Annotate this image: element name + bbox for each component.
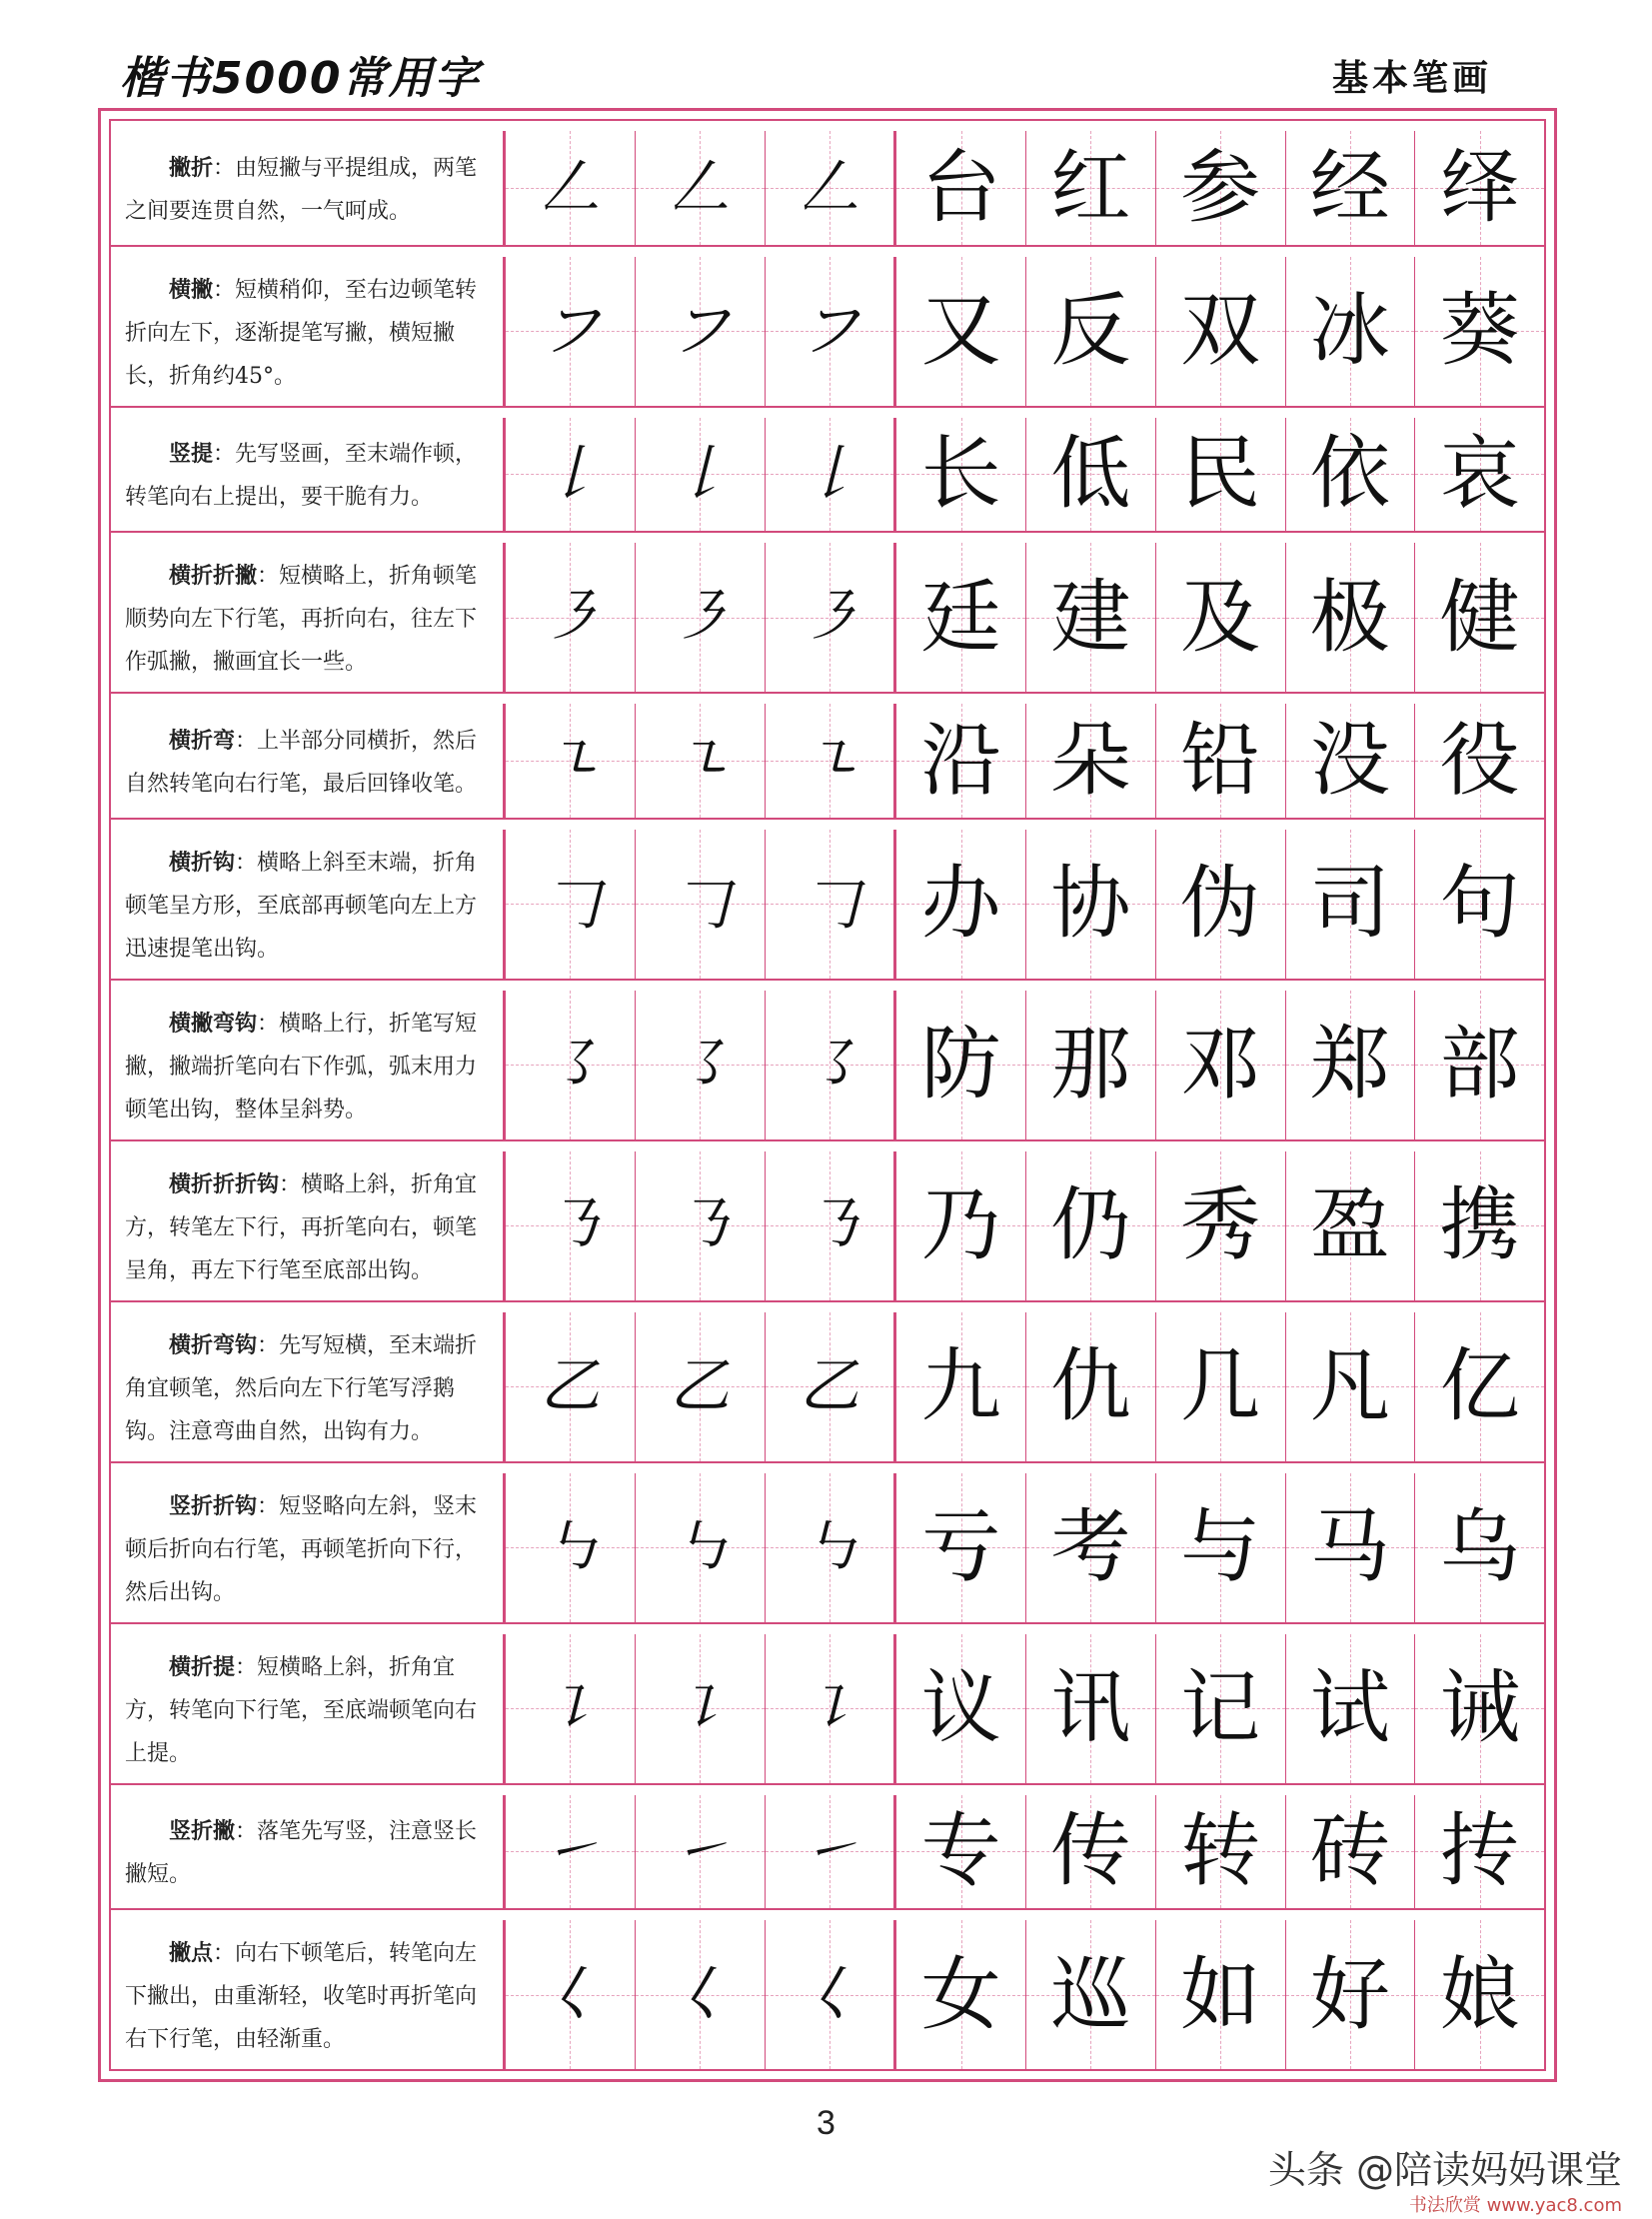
stroke-name: 横折提 — [169, 1654, 236, 1680]
stroke-name: 横撇弯钩 — [169, 1011, 258, 1037]
stroke-glyph: ㇍ — [799, 725, 859, 796]
stroke-cell — [506, 131, 636, 245]
character-cell — [896, 543, 1026, 692]
stroke-glyph: 乙 — [670, 1351, 731, 1421]
character-cell — [1026, 1795, 1156, 1909]
stroke-cell — [636, 1312, 766, 1461]
stroke-cell — [766, 418, 897, 532]
example-character: 娘 — [1439, 1947, 1520, 2041]
description-paragraph — [125, 1810, 489, 1896]
stroke-explanation: ：上半部分同横折，然后自然转笔向右行笔，最后回锋收笔。 — [125, 728, 478, 797]
stroke-cell — [766, 830, 897, 979]
example-character: 健 — [1439, 570, 1520, 664]
example-character: 试 — [1309, 1661, 1390, 1754]
stroke-description — [111, 830, 506, 979]
practice-cells — [506, 704, 1544, 818]
stroke-name: 撇折 — [169, 155, 214, 181]
stroke-explanation: ：向右下顿笔后，转笔向左下撇出，由重渐轻，收笔时再折笔向右下行笔，由轻渐重。 — [125, 1941, 478, 2052]
stroke-cell — [506, 257, 636, 406]
description-paragraph — [125, 433, 489, 519]
example-character: 与 — [1180, 1500, 1261, 1593]
practice-sheet — [98, 108, 1557, 2082]
stroke-name: 竖提 — [169, 442, 214, 468]
example-character: 铅 — [1180, 713, 1261, 807]
character-cell — [1156, 1151, 1286, 1300]
description-paragraph — [125, 1003, 489, 1131]
stroke-glyph: ㇡ — [540, 1190, 601, 1260]
description-paragraph — [125, 1646, 489, 1775]
character-cell — [1286, 418, 1416, 532]
page-number: 3 — [817, 2104, 835, 2142]
example-character: 仍 — [1050, 1178, 1131, 1271]
stroke-glyph: フ — [670, 296, 731, 366]
character-cell — [1026, 257, 1156, 406]
example-character: 那 — [1050, 1018, 1131, 1110]
stroke-glyph: 𠃋 — [670, 152, 731, 223]
example-character: 议 — [920, 1661, 1001, 1754]
example-character: 几 — [1180, 1339, 1261, 1432]
stroke-row — [111, 408, 1544, 534]
stroke-cell — [766, 704, 897, 818]
stroke-glyph: 乙 — [540, 1351, 601, 1421]
character-cell — [896, 830, 1026, 979]
example-character: 好 — [1309, 1947, 1390, 2041]
character-cell — [1415, 830, 1544, 979]
stroke-cell — [506, 830, 636, 979]
stroke-description — [111, 131, 506, 245]
stroke-cell — [506, 1151, 636, 1300]
stroke-description — [111, 418, 506, 532]
character-cell — [1286, 1920, 1416, 2069]
example-character: 巡 — [1050, 1947, 1131, 2041]
character-cell — [1026, 131, 1156, 245]
stroke-description — [111, 543, 506, 692]
character-cell — [1156, 1634, 1286, 1783]
example-character: 转 — [1180, 1804, 1261, 1898]
character-cell — [1286, 1795, 1416, 1909]
practice-cells — [506, 1312, 1544, 1461]
stroke-cell — [766, 1920, 897, 2069]
character-cell — [1026, 830, 1156, 979]
stroke-description — [111, 1634, 506, 1783]
stroke-glyph: ㇊ — [670, 1673, 731, 1743]
stroke-glyph: 𠃌 — [540, 869, 601, 939]
character-cell — [1026, 704, 1156, 818]
stroke-explanation: ：短横略上，折角顿笔顺势向左下行笔，再折向右，往左下作弧撇，撇画宜长一些。 — [125, 564, 478, 675]
example-character: 盈 — [1309, 1178, 1390, 1271]
character-cell — [1026, 543, 1156, 692]
example-character: 乌 — [1439, 1500, 1520, 1593]
example-character: 协 — [1050, 857, 1131, 950]
stroke-glyph: ㇉ — [540, 1512, 601, 1582]
stroke-description — [111, 257, 506, 406]
stroke-explanation: ：先写竖画，至末端作顿，转笔向右上提出，要干脆有力。 — [125, 442, 478, 511]
stroke-cell — [636, 418, 766, 532]
example-character: 伪 — [1180, 857, 1261, 950]
stroke-glyph: ㇋ — [670, 582, 731, 653]
stroke-glyph: ㇋ — [799, 582, 859, 653]
stroke-cell — [506, 1634, 636, 1783]
stroke-explanation: ：横略上斜，折角宜方，转笔左下行，再折笔向右，顿笔呈角，再左下行笔至底部出钩。 — [125, 1171, 478, 1283]
example-character: 携 — [1439, 1178, 1520, 1271]
example-character: 参 — [1180, 140, 1261, 234]
character-cell — [1026, 418, 1156, 532]
description-paragraph — [125, 1163, 489, 1292]
stroke-cell — [636, 543, 766, 692]
stroke-cell — [766, 131, 897, 245]
example-character: 亿 — [1439, 1339, 1520, 1432]
stroke-description — [111, 704, 506, 818]
stroke-name: 横折钩 — [169, 850, 236, 876]
stroke-glyph: ㇀ — [540, 1816, 601, 1887]
stroke-name: 横折折撇 — [169, 564, 258, 589]
practice-cells — [506, 1795, 1544, 1909]
example-character: 邓 — [1180, 1018, 1261, 1110]
character-cell — [896, 418, 1026, 532]
stroke-explanation: ：横略上行，折笔写短撇，撇端折笔向右下作弧，弧末用力顿笔出钩，整体呈斜势。 — [125, 1011, 478, 1122]
stroke-row — [111, 1910, 1544, 2069]
character-cell — [1415, 1795, 1544, 1909]
stroke-glyph: ㇉ — [670, 1512, 731, 1582]
character-cell — [1415, 1920, 1544, 2069]
practice-cells — [506, 1151, 1544, 1300]
stroke-description — [111, 1920, 506, 2069]
example-character: 诫 — [1439, 1661, 1520, 1754]
character-cell — [1286, 257, 1416, 406]
example-character: 乃 — [920, 1178, 1001, 1271]
character-cell — [896, 1151, 1026, 1300]
stroke-glyph: 乙 — [799, 1351, 859, 1421]
description-paragraph — [125, 269, 489, 398]
stroke-glyph: 𡿨 — [799, 1959, 859, 2030]
character-cell — [1415, 418, 1544, 532]
stroke-cell — [766, 991, 897, 1139]
stroke-explanation: ：横略上斜至末端，折角顿笔呈方形，至底部再顿笔向左上方迅速提笔出钩。 — [125, 850, 478, 962]
stroke-cell — [766, 1634, 897, 1783]
stroke-glyph: 𠃋 — [799, 152, 859, 223]
stroke-cell — [506, 1795, 636, 1909]
practice-cells — [506, 1920, 1544, 2069]
character-cell — [1415, 131, 1544, 245]
character-cell — [1286, 1312, 1416, 1461]
character-cell — [1156, 830, 1286, 979]
example-character: 红 — [1050, 140, 1131, 234]
stroke-name: 横折折折钩 — [169, 1171, 280, 1197]
character-cell — [896, 257, 1026, 406]
stroke-glyph: フ — [799, 296, 859, 366]
example-character: 仇 — [1050, 1339, 1131, 1432]
stroke-glyph: 𠄌 — [799, 439, 859, 510]
stroke-cell — [766, 257, 897, 406]
stroke-glyph: 𠃌 — [670, 869, 731, 939]
example-character: 沿 — [920, 713, 1001, 807]
stroke-cell — [636, 1795, 766, 1909]
example-character: 如 — [1180, 1947, 1261, 2041]
stroke-cell — [506, 991, 636, 1139]
character-cell — [1156, 1920, 1286, 2069]
example-character: 司 — [1309, 857, 1390, 950]
character-cell — [1286, 1634, 1416, 1783]
character-cell — [1286, 1473, 1416, 1622]
stroke-row — [111, 981, 1544, 1141]
book-title: 楷书5000常用字 — [120, 53, 481, 104]
stroke-row — [111, 1463, 1544, 1624]
character-cell — [896, 131, 1026, 245]
example-character: 办 — [920, 857, 1001, 950]
stroke-glyph: ㇌ — [799, 1030, 859, 1100]
character-cell — [1415, 543, 1544, 692]
example-character: 句 — [1439, 857, 1520, 950]
practice-cells — [506, 131, 1544, 245]
character-cell — [1415, 257, 1544, 406]
character-cell — [896, 1473, 1026, 1622]
stroke-explanation: ：先写短横，至末端折角宜顿笔，然后向左下行笔写浮鹅钩。注意弯曲自然，出钩有力。 — [125, 1332, 478, 1444]
example-character: 建 — [1050, 570, 1131, 664]
character-cell — [1415, 1634, 1544, 1783]
character-cell — [1156, 1473, 1286, 1622]
character-cell — [1156, 991, 1286, 1139]
character-cell — [1026, 1151, 1156, 1300]
stroke-glyph: 𠃋 — [540, 152, 601, 223]
stroke-name: 横折弯 — [169, 728, 236, 754]
character-cell — [1156, 257, 1286, 406]
stroke-cell — [766, 1473, 897, 1622]
character-cell — [1156, 543, 1286, 692]
stroke-cell — [506, 1312, 636, 1461]
example-character: 长 — [920, 427, 1001, 521]
stroke-row — [111, 820, 1544, 981]
character-cell — [1026, 1312, 1156, 1461]
stroke-cell — [636, 991, 766, 1139]
stroke-row — [111, 1785, 1544, 1911]
stroke-name: 竖折折钩 — [169, 1493, 258, 1519]
example-character: 双 — [1180, 284, 1261, 377]
stroke-glyph: ㇡ — [799, 1190, 859, 1260]
example-character: 台 — [920, 140, 1001, 234]
example-character: 廷 — [920, 570, 1001, 664]
stroke-glyph: 𠃌 — [799, 869, 859, 939]
stroke-glyph: 𡿨 — [540, 1959, 601, 2030]
character-cell — [1415, 1473, 1544, 1622]
stroke-glyph: ㇋ — [540, 582, 601, 653]
character-cell — [1026, 1634, 1156, 1783]
stroke-cell — [636, 830, 766, 979]
stroke-glyph: ㇊ — [799, 1673, 859, 1743]
character-cell — [1156, 131, 1286, 245]
example-character: 传 — [1050, 1804, 1131, 1898]
stroke-cell — [636, 1634, 766, 1783]
description-paragraph — [125, 1324, 489, 1453]
example-character: 马 — [1309, 1500, 1390, 1593]
description-paragraph — [125, 555, 489, 684]
character-cell — [1156, 1795, 1286, 1909]
stroke-glyph: ㇊ — [540, 1673, 601, 1743]
character-cell — [896, 1312, 1026, 1461]
stroke-glyph: 𠄌 — [670, 439, 731, 510]
example-character: 专 — [920, 1804, 1001, 1898]
practice-cells — [506, 830, 1544, 979]
character-cell — [1286, 543, 1416, 692]
example-character: 九 — [920, 1339, 1001, 1432]
character-cell — [1156, 1312, 1286, 1461]
stroke-cell — [506, 418, 636, 532]
character-cell — [896, 1920, 1026, 2069]
character-cell — [1415, 1312, 1544, 1461]
stroke-cell — [506, 704, 636, 818]
example-character: 又 — [920, 284, 1001, 377]
stroke-row — [111, 694, 1544, 820]
stroke-row — [111, 247, 1544, 408]
character-cell — [1286, 830, 1416, 979]
example-character: 经 — [1309, 140, 1390, 234]
stroke-description — [111, 991, 506, 1139]
example-character: 防 — [920, 1018, 1001, 1110]
stroke-glyph: ㇀ — [799, 1816, 859, 1887]
character-cell — [1156, 704, 1286, 818]
character-cell — [1415, 991, 1544, 1139]
stroke-row — [111, 533, 1544, 694]
character-cell — [1156, 418, 1286, 532]
example-character: 民 — [1180, 427, 1261, 521]
stroke-row — [111, 1302, 1544, 1463]
section-title: 基本笔画 — [1331, 57, 1492, 99]
stroke-glyph: 𠄌 — [540, 439, 601, 510]
practice-cells — [506, 543, 1544, 692]
stroke-name: 横撇 — [169, 277, 214, 303]
example-character: 低 — [1050, 427, 1131, 521]
description-paragraph — [125, 842, 489, 971]
stroke-cell — [636, 1473, 766, 1622]
example-character: 郑 — [1309, 1018, 1390, 1110]
example-character: 考 — [1050, 1500, 1131, 1593]
stroke-glyph: 𡿨 — [670, 1959, 731, 2030]
stroke-glyph: ㇌ — [670, 1030, 731, 1100]
stroke-glyph: ㇡ — [670, 1190, 731, 1260]
description-paragraph — [125, 147, 489, 233]
stroke-cell — [636, 131, 766, 245]
character-cell — [1286, 131, 1416, 245]
stroke-glyph: フ — [540, 296, 601, 366]
watermark: 头条 @陪读妈妈课堂 — [1267, 2148, 1622, 2192]
stroke-cell — [766, 1151, 897, 1300]
example-character: 役 — [1439, 713, 1520, 807]
stroke-explanation: ：落笔先写竖，注意竖长撇短。 — [125, 1819, 478, 1888]
practice-cells — [506, 418, 1544, 532]
example-character: 朵 — [1050, 713, 1131, 807]
stroke-cell — [636, 704, 766, 818]
example-character: 依 — [1309, 427, 1390, 521]
description-paragraph — [125, 720, 489, 806]
stroke-cell — [766, 1312, 897, 1461]
example-character: 及 — [1180, 570, 1261, 664]
stroke-explanation: ：短横稍仰，至右边顿笔转折向左下，逐渐提笔写撇，横短撇长，折角约45°。 — [125, 277, 478, 389]
practice-cells — [506, 991, 1544, 1139]
character-cell — [1415, 1151, 1544, 1300]
stroke-glyph: ㇉ — [799, 1512, 859, 1582]
stroke-cell — [506, 543, 636, 692]
practice-cells — [506, 1634, 1544, 1783]
example-character: 绎 — [1439, 140, 1520, 234]
stroke-row — [111, 121, 1544, 247]
example-character: 秀 — [1180, 1178, 1261, 1271]
stroke-name: 横折弯钩 — [169, 1332, 258, 1358]
character-cell — [896, 704, 1026, 818]
stroke-explanation: ：短竖略向左斜，竖末顿后折向右行笔，再顿笔折向下行，然后出钩。 — [125, 1493, 478, 1605]
stroke-glyph: ㇀ — [670, 1816, 731, 1887]
example-character: 记 — [1180, 1661, 1261, 1754]
practice-cells — [506, 1473, 1544, 1622]
example-character: 抟 — [1439, 1804, 1520, 1898]
character-cell — [1286, 991, 1416, 1139]
character-cell — [896, 1795, 1026, 1909]
stroke-cell — [636, 1151, 766, 1300]
stroke-cell — [636, 1920, 766, 2069]
stroke-glyph: ㇍ — [670, 725, 731, 796]
character-cell — [1026, 1920, 1156, 2069]
description-paragraph — [125, 1485, 489, 1614]
stroke-name: 撇点 — [169, 1941, 214, 1966]
example-character: 没 — [1309, 713, 1390, 807]
stroke-cell — [506, 1473, 636, 1622]
stroke-description — [111, 1473, 506, 1622]
stroke-row — [111, 1141, 1544, 1302]
example-character: 葵 — [1439, 284, 1520, 377]
stroke-table — [109, 119, 1546, 2071]
stroke-cell — [766, 543, 897, 692]
stroke-cell — [636, 257, 766, 406]
character-cell — [1026, 1473, 1156, 1622]
stroke-description — [111, 1151, 506, 1300]
example-character: 极 — [1309, 570, 1390, 664]
stroke-glyph: ㇌ — [540, 1030, 601, 1100]
character-cell — [1026, 991, 1156, 1139]
stroke-cell — [766, 1795, 897, 1909]
example-character: 冰 — [1309, 284, 1390, 377]
example-character: 女 — [920, 1947, 1001, 2041]
character-cell — [1286, 704, 1416, 818]
example-character: 反 — [1050, 284, 1131, 377]
example-character: 亏 — [920, 1500, 1001, 1593]
stroke-row — [111, 1624, 1544, 1785]
stroke-glyph: ㇍ — [540, 725, 601, 796]
example-character: 讯 — [1050, 1661, 1131, 1754]
stroke-cell — [506, 1920, 636, 2069]
stroke-explanation: ：短横略上斜，折角宜方，转笔向下行笔，至底端顿笔向右上提。 — [125, 1654, 478, 1766]
example-character: 哀 — [1439, 427, 1520, 521]
practice-cells — [506, 257, 1544, 406]
stroke-explanation: ：由短撇与平提组成，两笔之间要连贯自然，一气呵成。 — [125, 155, 478, 224]
site-credit: 书法欣赏 www.yac8.com — [1408, 2195, 1622, 2216]
description-paragraph — [125, 1932, 489, 2061]
example-character: 部 — [1439, 1018, 1520, 1110]
stroke-description — [111, 1795, 506, 1909]
character-cell — [1415, 704, 1544, 818]
stroke-name: 竖折撇 — [169, 1819, 236, 1845]
example-character: 砖 — [1309, 1804, 1390, 1898]
stroke-description — [111, 1312, 506, 1461]
character-cell — [896, 1634, 1026, 1783]
character-cell — [896, 991, 1026, 1139]
example-character: 凡 — [1309, 1339, 1390, 1432]
character-cell — [1286, 1151, 1416, 1300]
